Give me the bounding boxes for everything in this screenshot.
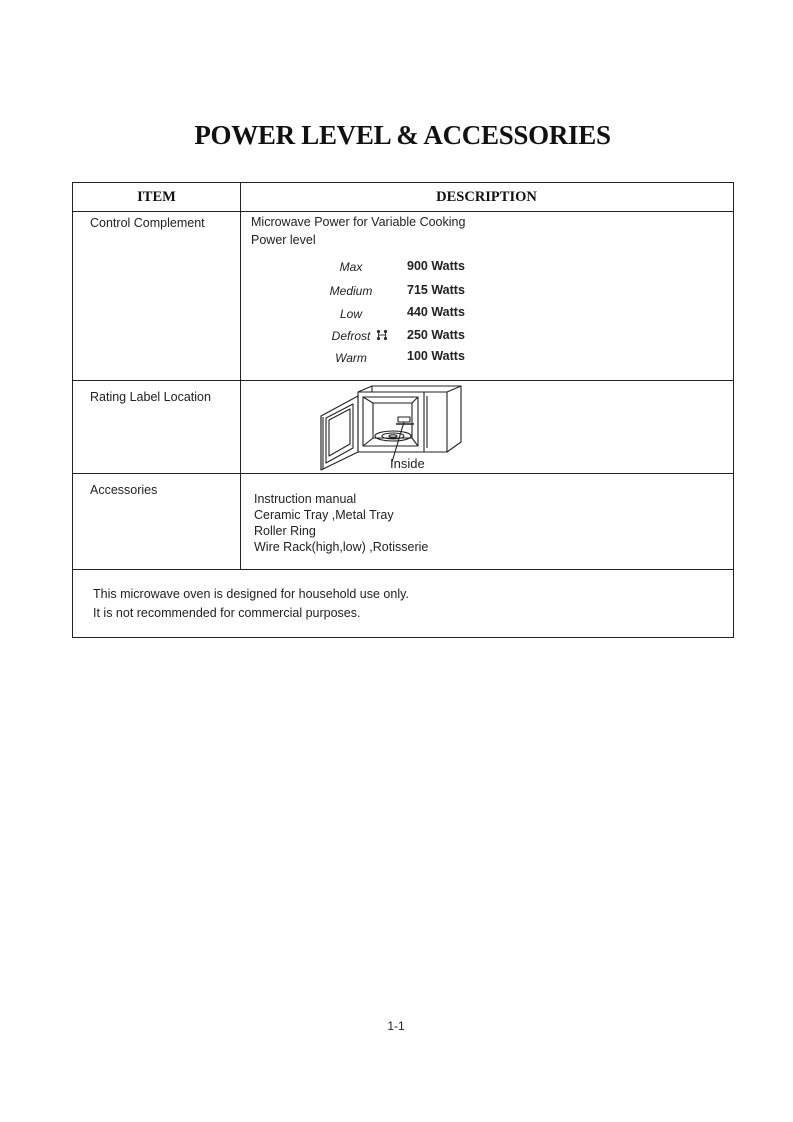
page-title: POWER LEVEL & ACCESSORIES <box>194 120 611 150</box>
power-level-name: Medium <box>329 284 373 298</box>
power-level-watts: 100 Watts <box>407 349 465 363</box>
inside-label: Inside <box>390 456 425 471</box>
list-item: Ceramic Tray ,Metal Tray <box>254 508 394 522</box>
row-divider <box>73 569 733 570</box>
accessories-list <box>254 491 428 555</box>
header-item: ITEM <box>137 189 176 205</box>
power-level-watts: 250 Watts <box>407 328 465 342</box>
note-line1: This microwave oven is designed for household use only. <box>93 587 409 601</box>
power-level-watts: 440 Watts <box>407 305 465 319</box>
page-number: 1-1 <box>387 1019 405 1033</box>
item-control-complement: Control Complement <box>90 216 205 230</box>
power-level-watts: 715 Watts <box>407 283 465 297</box>
list-item: Instruction manual <box>254 492 357 506</box>
item-rating-label-location: Rating Label Location <box>90 390 211 404</box>
row-divider <box>73 473 733 474</box>
header-description: DESCRIPTION <box>436 189 537 205</box>
note-line2: It is not recommended for commercial purposes. <box>93 606 361 620</box>
power-level-name: Warm <box>335 351 367 365</box>
row-divider <box>73 380 733 381</box>
list-item: Roller Ring <box>254 524 316 538</box>
item-accessories: Accessories <box>90 483 158 497</box>
list-item: Wire Rack(high,low) ,Rotisserie <box>254 540 429 554</box>
power-accessories-table <box>72 182 734 638</box>
header-divider <box>73 211 733 212</box>
power-level-name: Max <box>339 260 363 274</box>
power-level-name: Defrost <box>331 329 371 343</box>
power-level-watts: 900 Watts <box>407 259 465 273</box>
control-description-line2: Power level <box>251 233 316 247</box>
defrost-icon <box>376 329 388 341</box>
power-level-name: Low <box>339 307 362 321</box>
control-description-line1: Microwave Power for Variable Cooking <box>251 215 466 229</box>
column-divider <box>240 183 241 570</box>
